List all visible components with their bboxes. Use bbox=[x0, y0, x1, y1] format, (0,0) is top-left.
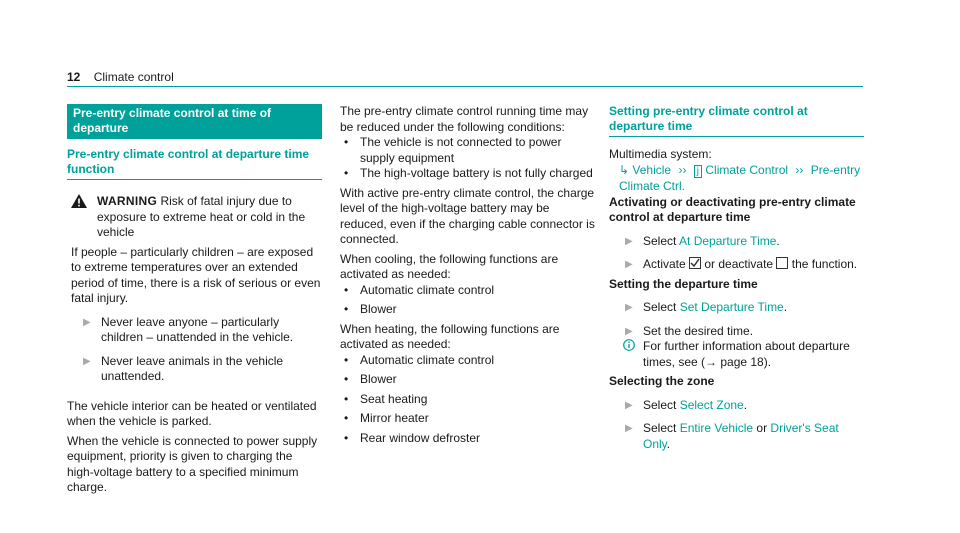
list-item: Mirror heater bbox=[360, 411, 429, 425]
menu-link-vehicle[interactable]: Vehicle bbox=[632, 162, 672, 177]
step-arrow-icon: ▶ bbox=[625, 423, 633, 434]
paragraph: The pre-entry climate control running time may be reduced under the following conditions: bbox=[340, 104, 589, 134]
bullet-icon: • bbox=[344, 411, 349, 425]
at-departure-time-link[interactable]: At Departure Time bbox=[679, 233, 777, 248]
column-2 bbox=[340, 104, 595, 446]
bullet-icon: • bbox=[344, 372, 349, 386]
path-chevron-icon: ›› bbox=[795, 162, 804, 177]
step-arrow-icon: ▶ bbox=[625, 235, 633, 247]
paragraph: When heating, the following functions are activated as needed: bbox=[340, 321, 560, 351]
section-banner: Pre-entry climate control at time of departure bbox=[67, 104, 322, 139]
info-icon bbox=[623, 339, 637, 370]
checkbox-checked-icon bbox=[689, 257, 701, 269]
set-departure-time-link[interactable]: Set Departure Time bbox=[679, 300, 784, 314]
paragraph: The vehicle interior can be heated or ventilated when the vehicle is parked. bbox=[67, 398, 317, 428]
step-arrow-icon: ▶ bbox=[625, 325, 633, 337]
setting-heading: Setting pre-entry climate control at departure time bbox=[609, 104, 864, 137]
list-item: The high-voltage battery is not fully charged bbox=[360, 166, 593, 180]
entire-vehicle-link[interactable]: Entire Vehicle bbox=[679, 421, 754, 435]
list-item: The vehicle is not connected to power supply equipment bbox=[360, 135, 562, 165]
system-label: Multimedia system: bbox=[609, 147, 712, 161]
bullet-icon: • bbox=[344, 166, 349, 180]
column-3: Setting pre-entry climate control at departure time Multimedia system: ↳ Vehicle ›› ϳ Climate Control ›› Pre-entry Climate Ctrl. Activating or deactivating pre-entry climate control at departure time ▶ Select At Departure Time. ▶ Activate or deactivate the function. Setting the departure time ▶ Select Set Departure Time. ▶ Set the desired time. For further information about departure times, see (→ page 18). Selecting the zone ▶ Select Select Zone. ▶ Select Entire Vehicle or Driver's Seat Only. bbox=[609, 104, 864, 452]
step-text: Select bbox=[643, 421, 680, 435]
step-arrow-icon: ▶ bbox=[625, 302, 633, 313]
list-item: Seat heating bbox=[360, 391, 428, 406]
page-header bbox=[67, 70, 174, 86]
step-text: or bbox=[753, 421, 771, 435]
info-text: For further information about departure times, see (→ page 18). bbox=[643, 339, 850, 369]
menu-link-climate[interactable]: Climate Control bbox=[705, 162, 789, 177]
header-rule bbox=[67, 86, 863, 87]
step-text: Select bbox=[643, 233, 680, 248]
step-text: or deactivate bbox=[701, 257, 777, 271]
enter-arrow-icon: ↳ bbox=[619, 162, 630, 177]
step-text: Activate bbox=[643, 257, 690, 271]
bullet-icon: • bbox=[344, 302, 349, 316]
menu-link-preentry[interactable]: Pre-entry Climate Ctrl. bbox=[619, 162, 861, 193]
menu-path bbox=[609, 163, 864, 195]
function-heading: Pre-entry climate control at departure time function bbox=[67, 147, 322, 180]
list-item: Rear window defroster bbox=[360, 430, 481, 445]
paragraph: When cooling, the following functions are activated as needed: bbox=[340, 251, 559, 281]
warning-text: Risk of fatal injury due to exposure to extreme heat or cold in the vehicle bbox=[97, 194, 306, 239]
bullet-icon: • bbox=[344, 352, 349, 367]
checkbox-empty-icon bbox=[776, 257, 788, 269]
climate-fan-icon: ϳ bbox=[694, 165, 702, 178]
warning-step: Never leave animals in the vehicle unattended. bbox=[101, 353, 284, 383]
bullet-icon: • bbox=[344, 391, 349, 406]
list-item: Blower bbox=[360, 302, 397, 316]
list-item: Automatic climate control bbox=[360, 282, 495, 297]
warning-step: Never leave anyone – particularly children – unattended in the vehicle. bbox=[101, 314, 294, 344]
list-item: Automatic climate control bbox=[360, 352, 495, 367]
step-arrow-icon: ▶ bbox=[625, 259, 633, 270]
bullet-icon: • bbox=[344, 135, 349, 149]
warning-title: WARNING bbox=[97, 194, 158, 208]
step-text: Set the desired time. bbox=[643, 323, 754, 338]
column-1 bbox=[67, 104, 322, 496]
step-text: Select bbox=[643, 397, 680, 412]
bullet-icon: • bbox=[344, 282, 349, 297]
warning-box bbox=[67, 194, 322, 385]
drivers-seat-only-link[interactable]: Driver's Seat Only bbox=[643, 421, 839, 451]
section-title: Climate control bbox=[93, 70, 174, 84]
page-number: 12 bbox=[67, 70, 81, 84]
warning-triangle-icon bbox=[71, 194, 91, 241]
step-text: the function. bbox=[788, 257, 858, 271]
paragraph: With active pre-entry climate control, the charge level of the high-voltage battery may be reduced, even if the charging cable connector is connected. bbox=[340, 185, 595, 246]
subheading: Setting the departure time bbox=[609, 276, 758, 291]
select-zone-link[interactable]: Select Zone bbox=[679, 397, 744, 412]
step-arrow-icon: ▶ bbox=[83, 355, 91, 367]
bullet-icon: • bbox=[344, 430, 349, 445]
step-arrow-icon: ▶ bbox=[83, 316, 91, 328]
path-chevron-icon: ›› bbox=[678, 162, 687, 177]
step-arrow-icon: ▶ bbox=[625, 399, 633, 411]
subheading: Selecting the zone bbox=[609, 374, 715, 388]
subheading: Activating or deactivating pre-entry climate control at departure time bbox=[609, 194, 856, 224]
paragraph: When the vehicle is connected to power supply equipment, priority is given to charging the high-voltage battery to a specified minimum charge. bbox=[67, 433, 318, 494]
list-item: Blower bbox=[360, 372, 397, 386]
warning-body: If people – particularly children – are exposed to extreme temperatures over an extended period of time, there is a risk of serious or even fatal injury. bbox=[71, 244, 321, 305]
step-text: Select bbox=[643, 300, 680, 314]
